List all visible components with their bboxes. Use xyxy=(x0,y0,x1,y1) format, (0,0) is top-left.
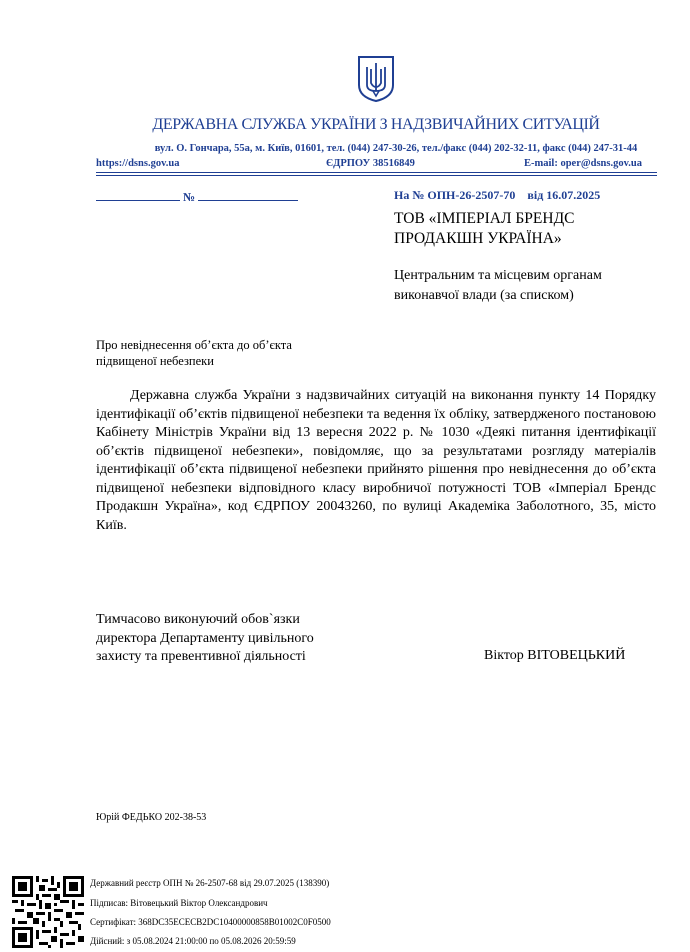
e-signature-registry: Державний реєстр ОПН № 26-2507-68 від 29.07.2025 (138390) xyxy=(90,878,330,888)
header-divider-bottom xyxy=(96,175,657,176)
e-signature-signer: Підписав: Вітовецький Віктор Олександрович xyxy=(90,898,268,908)
position-line: Тимчасово виконуючий обов`язки xyxy=(96,612,300,627)
position-line: захисту та превентивної діяльності xyxy=(96,649,306,664)
letter-subject xyxy=(96,337,356,369)
recipient-block xyxy=(394,209,654,249)
recipient-line: ПРОДАКШН УКРАЇНА» xyxy=(394,230,562,247)
agency-address: вул. О. Гончара, 55а, м. Київ, 01601, тел. (044) 247-30-26, тел./факс (044) 202-32-11, факс (044) 247-31-44 xyxy=(154,143,638,154)
position-line: директора Департаменту цивільного xyxy=(96,630,314,646)
copy-recipient-line: виконавчої влади (за списком) xyxy=(394,288,574,303)
number-blank xyxy=(198,188,298,201)
trident-emblem-icon xyxy=(356,55,396,103)
copy-recipient-block xyxy=(394,266,654,306)
website-link[interactable]: https://dsns.gov.ua xyxy=(96,158,180,169)
subject-line: підвищеної небезпеки xyxy=(96,354,214,368)
signer-name: Віктор ВІТОВЕЦЬКИЙ xyxy=(484,648,626,663)
executor-contact: Юрій ФЕДЬКО 202-38-53 xyxy=(96,812,207,823)
recipient-line: ТОВ «ІМПЕРІАЛ БРЕНДС xyxy=(394,210,575,227)
subject-line: Про невіднесення об’єкта до об’єкта xyxy=(96,338,292,352)
header-divider-top xyxy=(96,172,657,173)
reply-reference xyxy=(394,188,600,203)
date-blank xyxy=(96,188,180,201)
edrpou-code: ЄДРПОУ 38516849 xyxy=(326,158,415,169)
outgoing-registration xyxy=(96,188,298,205)
letter-body: Державна служба України з надзвичайних ситуацій на виконання пункту 14 Порядку ідентифікації об’єктів підвищеної небезпеки та ведення їх обліку, затвердженого постановою Кабінету Міністрів України від 13 вересня 2022 р. № 1030 «Деякі питання ідентифікації об’єктів підвищеної небезпеки», повідомляє, що за результатами розгляду матеріалів ідентифікації об’єкта підвищеної небезпеки прийнято рішення про невіднесення до об’єкта підвищеної небезпеки відповідного класу виробничої потужності ТОВ «Імперіал Брендс Продакшн Україна», код ЄДРПОУ 20043260, по вулиці Академіка Заболотного, 35, місто Київ. xyxy=(96,388,656,533)
copy-recipient-line: Центральним та місцевим органам xyxy=(394,268,602,283)
number-sign: № xyxy=(183,190,196,204)
e-signature-certificate: Сертифікат: 368DC35ECECB2DC10400000858B01002C0F0500 xyxy=(90,917,331,927)
reply-date: від 16.07.2025 xyxy=(527,188,601,202)
email-link[interactable]: E-mail: oper@dsns.gov.ua xyxy=(524,158,642,169)
agency-name: ДЕРЖАВНА СЛУЖБА УКРАЇНИ З НАДЗВИЧАЙНИХ СИТУАЦІЙ xyxy=(152,116,600,133)
qr-code-icon xyxy=(12,876,84,948)
e-signature-validity: Дійсний: з 05.08.2024 21:00:00 по 05.08.2026 20:59:59 xyxy=(90,936,296,946)
reply-number: На № ОПН-26-2507-70 xyxy=(394,188,516,202)
signer-position xyxy=(96,611,396,667)
